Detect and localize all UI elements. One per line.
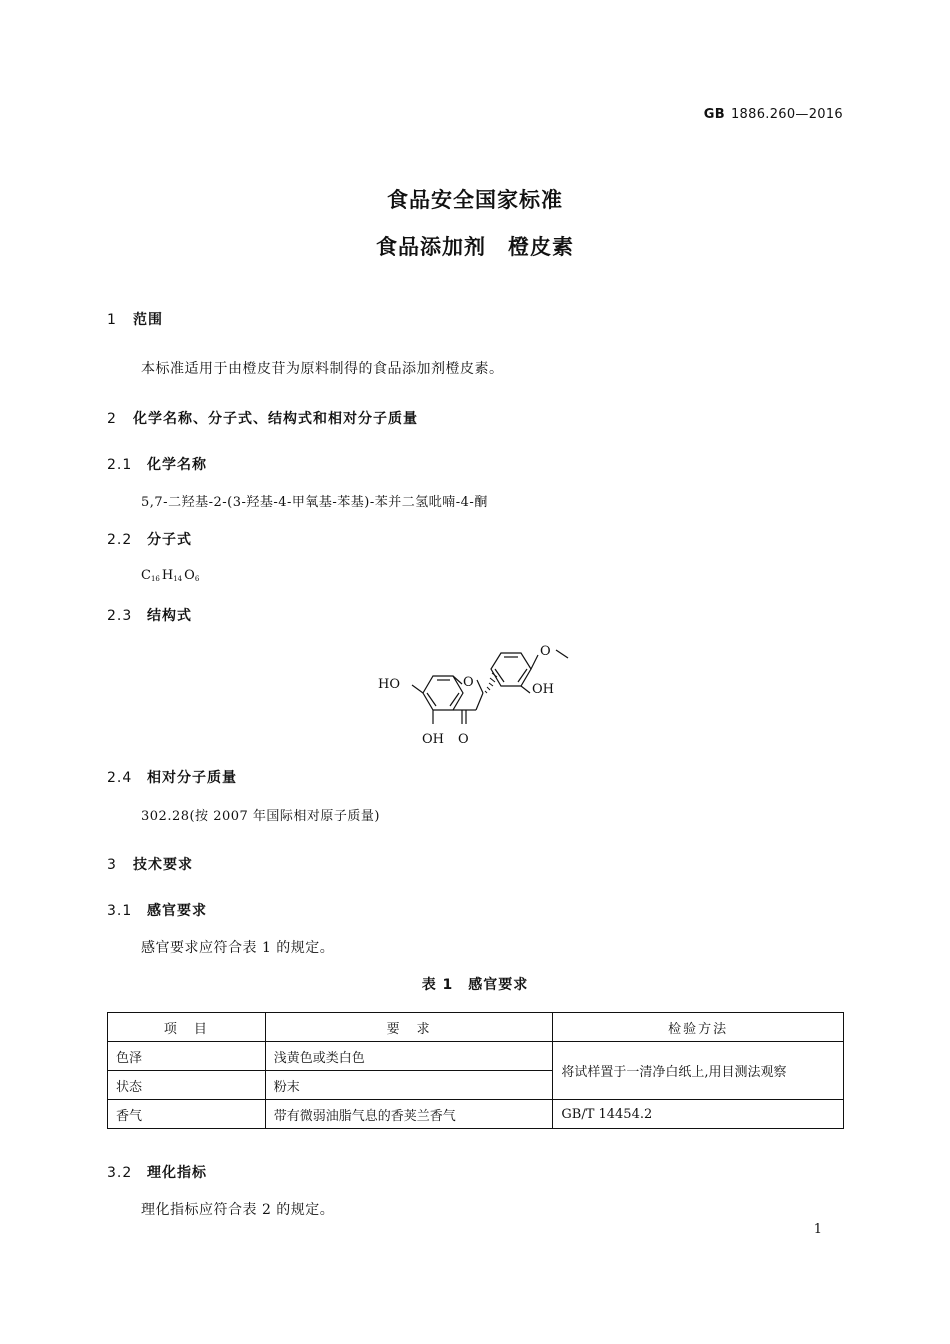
section-title: 结构式 xyxy=(147,608,192,624)
table-1-caption: 表 1 感官要求 xyxy=(421,977,529,993)
section-title: 范围 xyxy=(133,312,163,328)
section-number: 2.3 xyxy=(107,608,133,624)
section-title: 理化指标 xyxy=(147,1165,207,1181)
section-title: 化学名称、分子式、结构式和相对分子质量 xyxy=(133,411,418,427)
formula-subscript: 6 xyxy=(194,575,200,583)
structural-formula-diagram xyxy=(370,638,580,750)
cell-item: 状态 xyxy=(108,1071,266,1100)
section-title: 技术要求 xyxy=(133,857,193,873)
ring-a xyxy=(423,676,463,710)
formula-element: H xyxy=(161,568,174,583)
chemical-name: 5,7-二羟基-2-(3-羟基-4-甲氧基-苯基)-苯并二氢吡喃-4-酮 xyxy=(141,495,488,510)
label-ketone-o: O xyxy=(458,732,469,747)
cell-item: 色泽 xyxy=(108,1042,266,1071)
section-number: 3.2 xyxy=(107,1165,133,1181)
section-number: 1 xyxy=(107,312,117,328)
cell-item: 香气 xyxy=(108,1100,266,1129)
standard-code xyxy=(704,107,843,122)
section-1-heading xyxy=(107,309,163,329)
table-header-row xyxy=(108,1013,844,1042)
label-ho-left: HO xyxy=(378,677,400,692)
section-3-1-text: 感官要求应符合表 1 的规定。 xyxy=(141,940,335,956)
formula-subscript: 14 xyxy=(173,575,183,583)
section-number: 2.2 xyxy=(107,532,133,548)
label-oh-bottom: OH xyxy=(422,732,444,747)
column-header-requirement: 要 求 xyxy=(265,1013,553,1042)
molecular-weight: 302.28(按 2007 年国际相对原子质量) xyxy=(141,809,380,824)
section-number: 2.1 xyxy=(107,457,133,473)
section-title: 相对分子质量 xyxy=(147,770,237,786)
cell-requirement: 粉末 xyxy=(265,1071,553,1100)
section-2-4-heading xyxy=(107,767,237,787)
table-row xyxy=(108,1100,844,1129)
table-row xyxy=(108,1042,844,1071)
page-number: 1 xyxy=(813,1222,822,1237)
section-number: 2 xyxy=(107,411,117,427)
label-methoxy-o: O xyxy=(540,644,551,659)
section-2-1-heading xyxy=(107,454,207,474)
section-title: 感官要求 xyxy=(147,903,207,919)
cell-method-merged: 将试样置于一清净白纸上,用目测法观察 xyxy=(553,1042,844,1100)
column-header-item: 项 目 xyxy=(108,1013,266,1042)
section-2-heading xyxy=(107,408,418,428)
section-3-2-heading xyxy=(107,1162,207,1182)
doc-title-line1: 食品安全国家标准 xyxy=(387,188,563,212)
standard-number: 1886.260—2016 xyxy=(730,107,843,122)
ring-b xyxy=(491,653,531,686)
section-number: 3.1 xyxy=(107,903,133,919)
formula-subscript: 16 xyxy=(150,575,160,583)
section-3-heading xyxy=(107,854,193,874)
cell-method: GB/T 14454.2 xyxy=(553,1100,844,1129)
column-header-method: 检验方法 xyxy=(553,1013,844,1042)
section-3-1-heading xyxy=(107,900,207,920)
section-2-2-heading xyxy=(107,529,192,549)
section-title: 化学名称 xyxy=(147,457,207,473)
standard-prefix: GB xyxy=(703,107,725,122)
molecular-formula xyxy=(141,568,201,583)
section-1-text: 本标准适用于由橙皮苷为原料制得的食品添加剂橙皮素。 xyxy=(141,361,504,377)
section-title: 分子式 xyxy=(147,532,192,548)
section-3-2-text: 理化指标应符合表 2 的规定。 xyxy=(141,1202,335,1218)
label-ring-o: O xyxy=(463,675,474,690)
section-number: 3 xyxy=(107,857,117,873)
section-number: 2.4 xyxy=(107,770,133,786)
label-oh-right: OH xyxy=(532,682,554,697)
formula-element: O xyxy=(184,568,195,583)
section-2-3-heading xyxy=(107,605,192,625)
cell-requirement: 浅黄色或类白色 xyxy=(265,1042,553,1071)
doc-title-line2: 食品添加剂 橙皮素 xyxy=(376,235,574,259)
cell-requirement: 带有微弱油脂气息的香荚兰香气 xyxy=(265,1100,553,1129)
formula-element: C xyxy=(141,568,151,583)
sensory-requirements-table xyxy=(107,1012,844,1129)
